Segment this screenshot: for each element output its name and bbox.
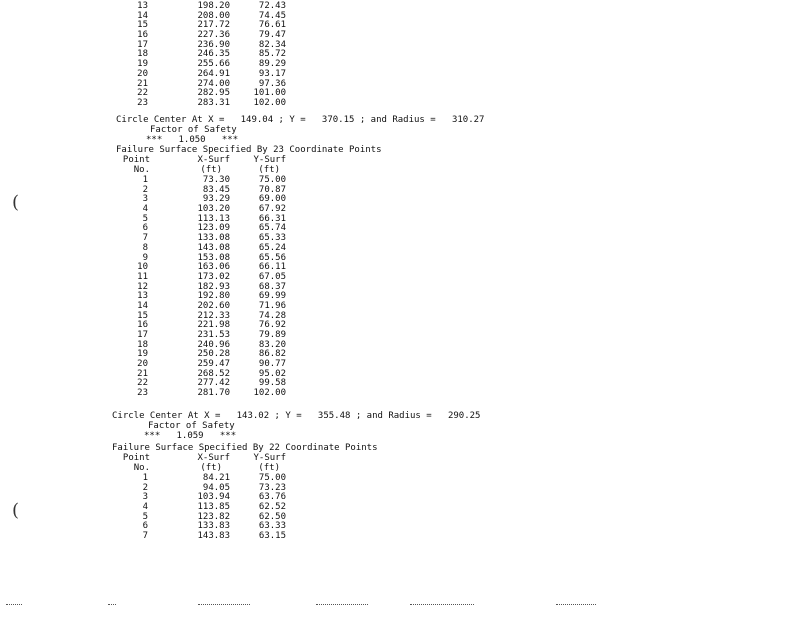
table-row xyxy=(0,89,800,99)
col-x-header: X-Surf xyxy=(197,453,230,463)
section3-table xyxy=(0,474,800,542)
x-surf-value: 259.47 xyxy=(197,359,230,370)
point-number: 16 xyxy=(137,30,148,41)
footer-rule xyxy=(556,604,596,605)
x-surf-value: 277.42 xyxy=(197,378,230,389)
col-y-header: Y-Surf xyxy=(253,453,286,463)
y-surf-value: 102.00 xyxy=(253,97,286,108)
footer-rule xyxy=(316,604,368,605)
table-row xyxy=(0,493,800,503)
y-surf-value: 102.00 xyxy=(253,388,286,399)
table-row xyxy=(0,503,800,513)
point-number: 2 xyxy=(142,184,148,195)
table-row xyxy=(0,176,800,186)
table-row xyxy=(0,484,800,494)
x-surf-value: 143.83 xyxy=(197,531,230,542)
x-surf-value: 163.06 xyxy=(197,262,230,273)
table-row xyxy=(0,331,800,341)
col-x-unit: (ft) xyxy=(200,165,222,175)
footer-rule xyxy=(410,604,474,605)
point-number: 15 xyxy=(137,310,148,321)
y-surf-value: 65.56 xyxy=(258,252,286,263)
punch-mark-bottom: ( xyxy=(12,500,20,521)
y-surf-value: 63.76 xyxy=(258,492,286,503)
section1-table xyxy=(0,2,800,109)
point-number: 5 xyxy=(142,213,148,224)
x-surf-value: 73.30 xyxy=(202,175,230,185)
table-row xyxy=(0,312,800,322)
section2-header-row1 xyxy=(0,156,800,166)
y-surf-value: 62.50 xyxy=(258,511,286,522)
y-surf-value: 75.00 xyxy=(258,473,286,483)
x-surf-value: 255.66 xyxy=(197,59,230,70)
table-row xyxy=(0,379,800,389)
table-row xyxy=(0,283,800,293)
point-number: 22 xyxy=(137,88,148,99)
point-number: 1 xyxy=(142,473,148,483)
y-surf-value: 73.23 xyxy=(258,482,286,493)
col-x-header: X-Surf xyxy=(197,155,230,165)
y-surf-value: 74.45 xyxy=(258,10,286,21)
table-row xyxy=(0,474,800,484)
point-number: 7 xyxy=(142,233,148,244)
point-number: 21 xyxy=(137,78,148,89)
x-surf-value: 221.98 xyxy=(197,320,230,331)
y-surf-value: 71.96 xyxy=(258,300,286,311)
y-surf-value: 68.37 xyxy=(258,281,286,292)
col-point-header: Point xyxy=(122,155,150,165)
table-row xyxy=(0,31,800,41)
col-point-header: Point xyxy=(122,453,150,463)
col-y-unit: (ft) xyxy=(258,463,280,473)
y-surf-value: 79.47 xyxy=(258,30,286,41)
table-row xyxy=(0,195,800,205)
table-row xyxy=(0,350,800,360)
table-row xyxy=(0,215,800,225)
x-surf-value: 202.60 xyxy=(197,300,230,311)
x-surf-value: 217.72 xyxy=(197,20,230,31)
footer-rule xyxy=(6,604,22,605)
y-surf-value: 82.34 xyxy=(258,39,286,50)
x-surf-value: 173.02 xyxy=(197,271,230,282)
x-surf-value: 198.20 xyxy=(197,1,230,11)
y-surf-value: 65.33 xyxy=(258,233,286,244)
point-number: 14 xyxy=(137,300,148,311)
point-number: 23 xyxy=(137,388,148,399)
table-row xyxy=(0,224,800,234)
table-row xyxy=(0,370,800,380)
y-surf-value: 76.92 xyxy=(258,320,286,331)
x-surf-value: 212.33 xyxy=(197,310,230,321)
x-surf-value: 268.52 xyxy=(197,368,230,379)
y-surf-value: 99.58 xyxy=(258,378,286,389)
x-surf-value: 264.91 xyxy=(197,68,230,79)
x-surf-value: 236.90 xyxy=(197,39,230,50)
table-row xyxy=(0,234,800,244)
point-number: 6 xyxy=(142,521,148,532)
point-number: 15 xyxy=(137,20,148,31)
x-surf-value: 231.53 xyxy=(197,330,230,340)
point-number: 8 xyxy=(142,242,148,253)
point-number: 21 xyxy=(137,368,148,379)
y-surf-value: 90.77 xyxy=(258,359,286,370)
section2-table xyxy=(0,176,800,399)
x-surf-value: 113.85 xyxy=(197,502,230,513)
table-row xyxy=(0,50,800,60)
factor-of-safety-value-2: *** 1.059 *** xyxy=(144,431,237,441)
x-surf-value: 143.08 xyxy=(197,242,230,253)
factor-of-safety-label-2: Factor of Safety xyxy=(148,421,235,431)
table-row xyxy=(0,302,800,312)
x-surf-value: 153.08 xyxy=(197,252,230,263)
table-row xyxy=(0,99,800,109)
section3-title: Failure Surface Specified By 22 Coordinate Points xyxy=(112,443,378,453)
y-surf-value: 69.99 xyxy=(258,291,286,302)
point-number: 10 xyxy=(137,262,148,273)
table-row xyxy=(0,532,800,542)
factor-of-safety-label-1: Factor of Safety xyxy=(150,125,237,135)
point-number: 19 xyxy=(137,349,148,360)
y-surf-value: 83.20 xyxy=(258,339,286,350)
x-surf-value: 246.35 xyxy=(197,49,230,60)
table-row xyxy=(0,273,800,283)
point-number: 12 xyxy=(137,281,148,292)
y-surf-value: 66.11 xyxy=(258,262,286,273)
point-number: 5 xyxy=(142,511,148,522)
table-row xyxy=(0,522,800,532)
point-number: 3 xyxy=(142,194,148,205)
y-surf-value: 70.87 xyxy=(258,184,286,195)
col-x-unit: (ft) xyxy=(200,463,222,473)
table-row xyxy=(0,80,800,90)
point-number: 22 xyxy=(137,378,148,389)
table-row xyxy=(0,186,800,196)
table-row xyxy=(0,2,800,12)
table-row xyxy=(0,205,800,215)
y-surf-value: 62.52 xyxy=(258,502,286,513)
y-surf-value: 65.24 xyxy=(258,242,286,253)
point-number: 20 xyxy=(137,68,148,79)
y-surf-value: 67.05 xyxy=(258,271,286,282)
y-surf-value: 69.00 xyxy=(258,194,286,205)
col-y-unit: (ft) xyxy=(258,165,280,175)
x-surf-value: 208.00 xyxy=(197,10,230,21)
table-row xyxy=(0,41,800,51)
table-row xyxy=(0,360,800,370)
x-surf-value: 84.21 xyxy=(202,473,230,483)
x-surf-value: 83.45 xyxy=(202,184,230,195)
point-number: 13 xyxy=(137,1,148,11)
y-surf-value: 75.00 xyxy=(258,175,286,185)
point-number: 9 xyxy=(142,252,148,263)
table-row xyxy=(0,513,800,523)
x-surf-value: 94.05 xyxy=(202,482,230,493)
point-number: 18 xyxy=(137,339,148,350)
y-surf-value: 85.72 xyxy=(258,49,286,60)
point-number: 4 xyxy=(142,502,148,513)
x-surf-value: 182.93 xyxy=(197,281,230,292)
x-surf-value: 103.20 xyxy=(197,204,230,215)
x-surf-value: 123.82 xyxy=(197,511,230,522)
y-surf-value: 97.36 xyxy=(258,78,286,89)
y-surf-value: 63.33 xyxy=(258,521,286,532)
y-surf-value: 67.92 xyxy=(258,204,286,215)
x-surf-value: 240.96 xyxy=(197,339,230,350)
y-surf-value: 95.02 xyxy=(258,368,286,379)
col-no-header: No. xyxy=(133,463,150,473)
x-surf-value: 283.31 xyxy=(197,97,230,108)
point-number: 4 xyxy=(142,204,148,215)
y-surf-value: 63.15 xyxy=(258,531,286,542)
y-surf-value: 86.82 xyxy=(258,349,286,360)
point-number: 13 xyxy=(137,291,148,302)
table-row xyxy=(0,244,800,254)
point-number: 17 xyxy=(137,330,148,340)
point-number: 6 xyxy=(142,223,148,234)
section3-header-row1 xyxy=(0,454,800,464)
table-row xyxy=(0,60,800,70)
section3-header-row2 xyxy=(0,464,800,474)
point-number: 11 xyxy=(137,271,148,282)
point-number: 19 xyxy=(137,59,148,70)
x-surf-value: 113.13 xyxy=(197,213,230,224)
point-number: 2 xyxy=(142,482,148,493)
y-surf-value: 74.28 xyxy=(258,310,286,321)
x-surf-value: 103.94 xyxy=(197,492,230,503)
table-row xyxy=(0,254,800,264)
y-surf-value: 66.31 xyxy=(258,213,286,224)
table-row xyxy=(0,21,800,31)
x-surf-value: 281.70 xyxy=(197,388,230,399)
section2-header-row2 xyxy=(0,166,800,176)
point-number: 18 xyxy=(137,49,148,60)
circle-center-line-1: Circle Center At X = 149.04 ; Y = 370.15 ; and Radius = 310.27 xyxy=(116,115,485,125)
col-y-header: Y-Surf xyxy=(253,155,286,165)
col-no-header: No. xyxy=(133,165,150,175)
point-number: 23 xyxy=(137,97,148,108)
point-number: 20 xyxy=(137,359,148,370)
point-number: 1 xyxy=(142,175,148,185)
y-surf-value: 101.00 xyxy=(253,88,286,99)
x-surf-value: 93.29 xyxy=(202,194,230,205)
table-row xyxy=(0,389,800,399)
y-surf-value: 93.17 xyxy=(258,68,286,79)
table-row xyxy=(0,341,800,351)
y-surf-value: 89.29 xyxy=(258,59,286,70)
table-row xyxy=(0,263,800,273)
table-row xyxy=(0,321,800,331)
point-number: 3 xyxy=(142,492,148,503)
table-row xyxy=(0,70,800,80)
x-surf-value: 133.83 xyxy=(197,521,230,532)
point-number: 16 xyxy=(137,320,148,331)
circle-center-line-2: Circle Center At X = 143.02 ; Y = 355.48 ; and Radius = 290.25 xyxy=(112,411,481,421)
x-surf-value: 192.80 xyxy=(197,291,230,302)
table-row xyxy=(0,292,800,302)
table-row xyxy=(0,12,800,22)
point-number: 14 xyxy=(137,10,148,21)
factor-of-safety-value-1: *** 1.050 *** xyxy=(146,135,239,145)
footer-rule xyxy=(198,604,250,605)
x-surf-value: 133.08 xyxy=(197,233,230,244)
x-surf-value: 250.28 xyxy=(197,349,230,360)
y-surf-value: 72.43 xyxy=(258,1,286,11)
x-surf-value: 274.00 xyxy=(197,78,230,89)
x-surf-value: 227.36 xyxy=(197,30,230,41)
punch-mark-top: ( xyxy=(12,192,20,213)
point-number: 7 xyxy=(142,531,148,542)
point-number: 17 xyxy=(137,39,148,50)
y-surf-value: 65.74 xyxy=(258,223,286,234)
y-surf-value: 76.61 xyxy=(258,20,286,31)
section2-title: Failure Surface Specified By 23 Coordinate Points xyxy=(116,145,382,155)
y-surf-value: 79.89 xyxy=(258,330,286,340)
x-surf-value: 123.09 xyxy=(197,223,230,234)
footer-rule xyxy=(108,604,116,605)
x-surf-value: 282.95 xyxy=(197,88,230,99)
